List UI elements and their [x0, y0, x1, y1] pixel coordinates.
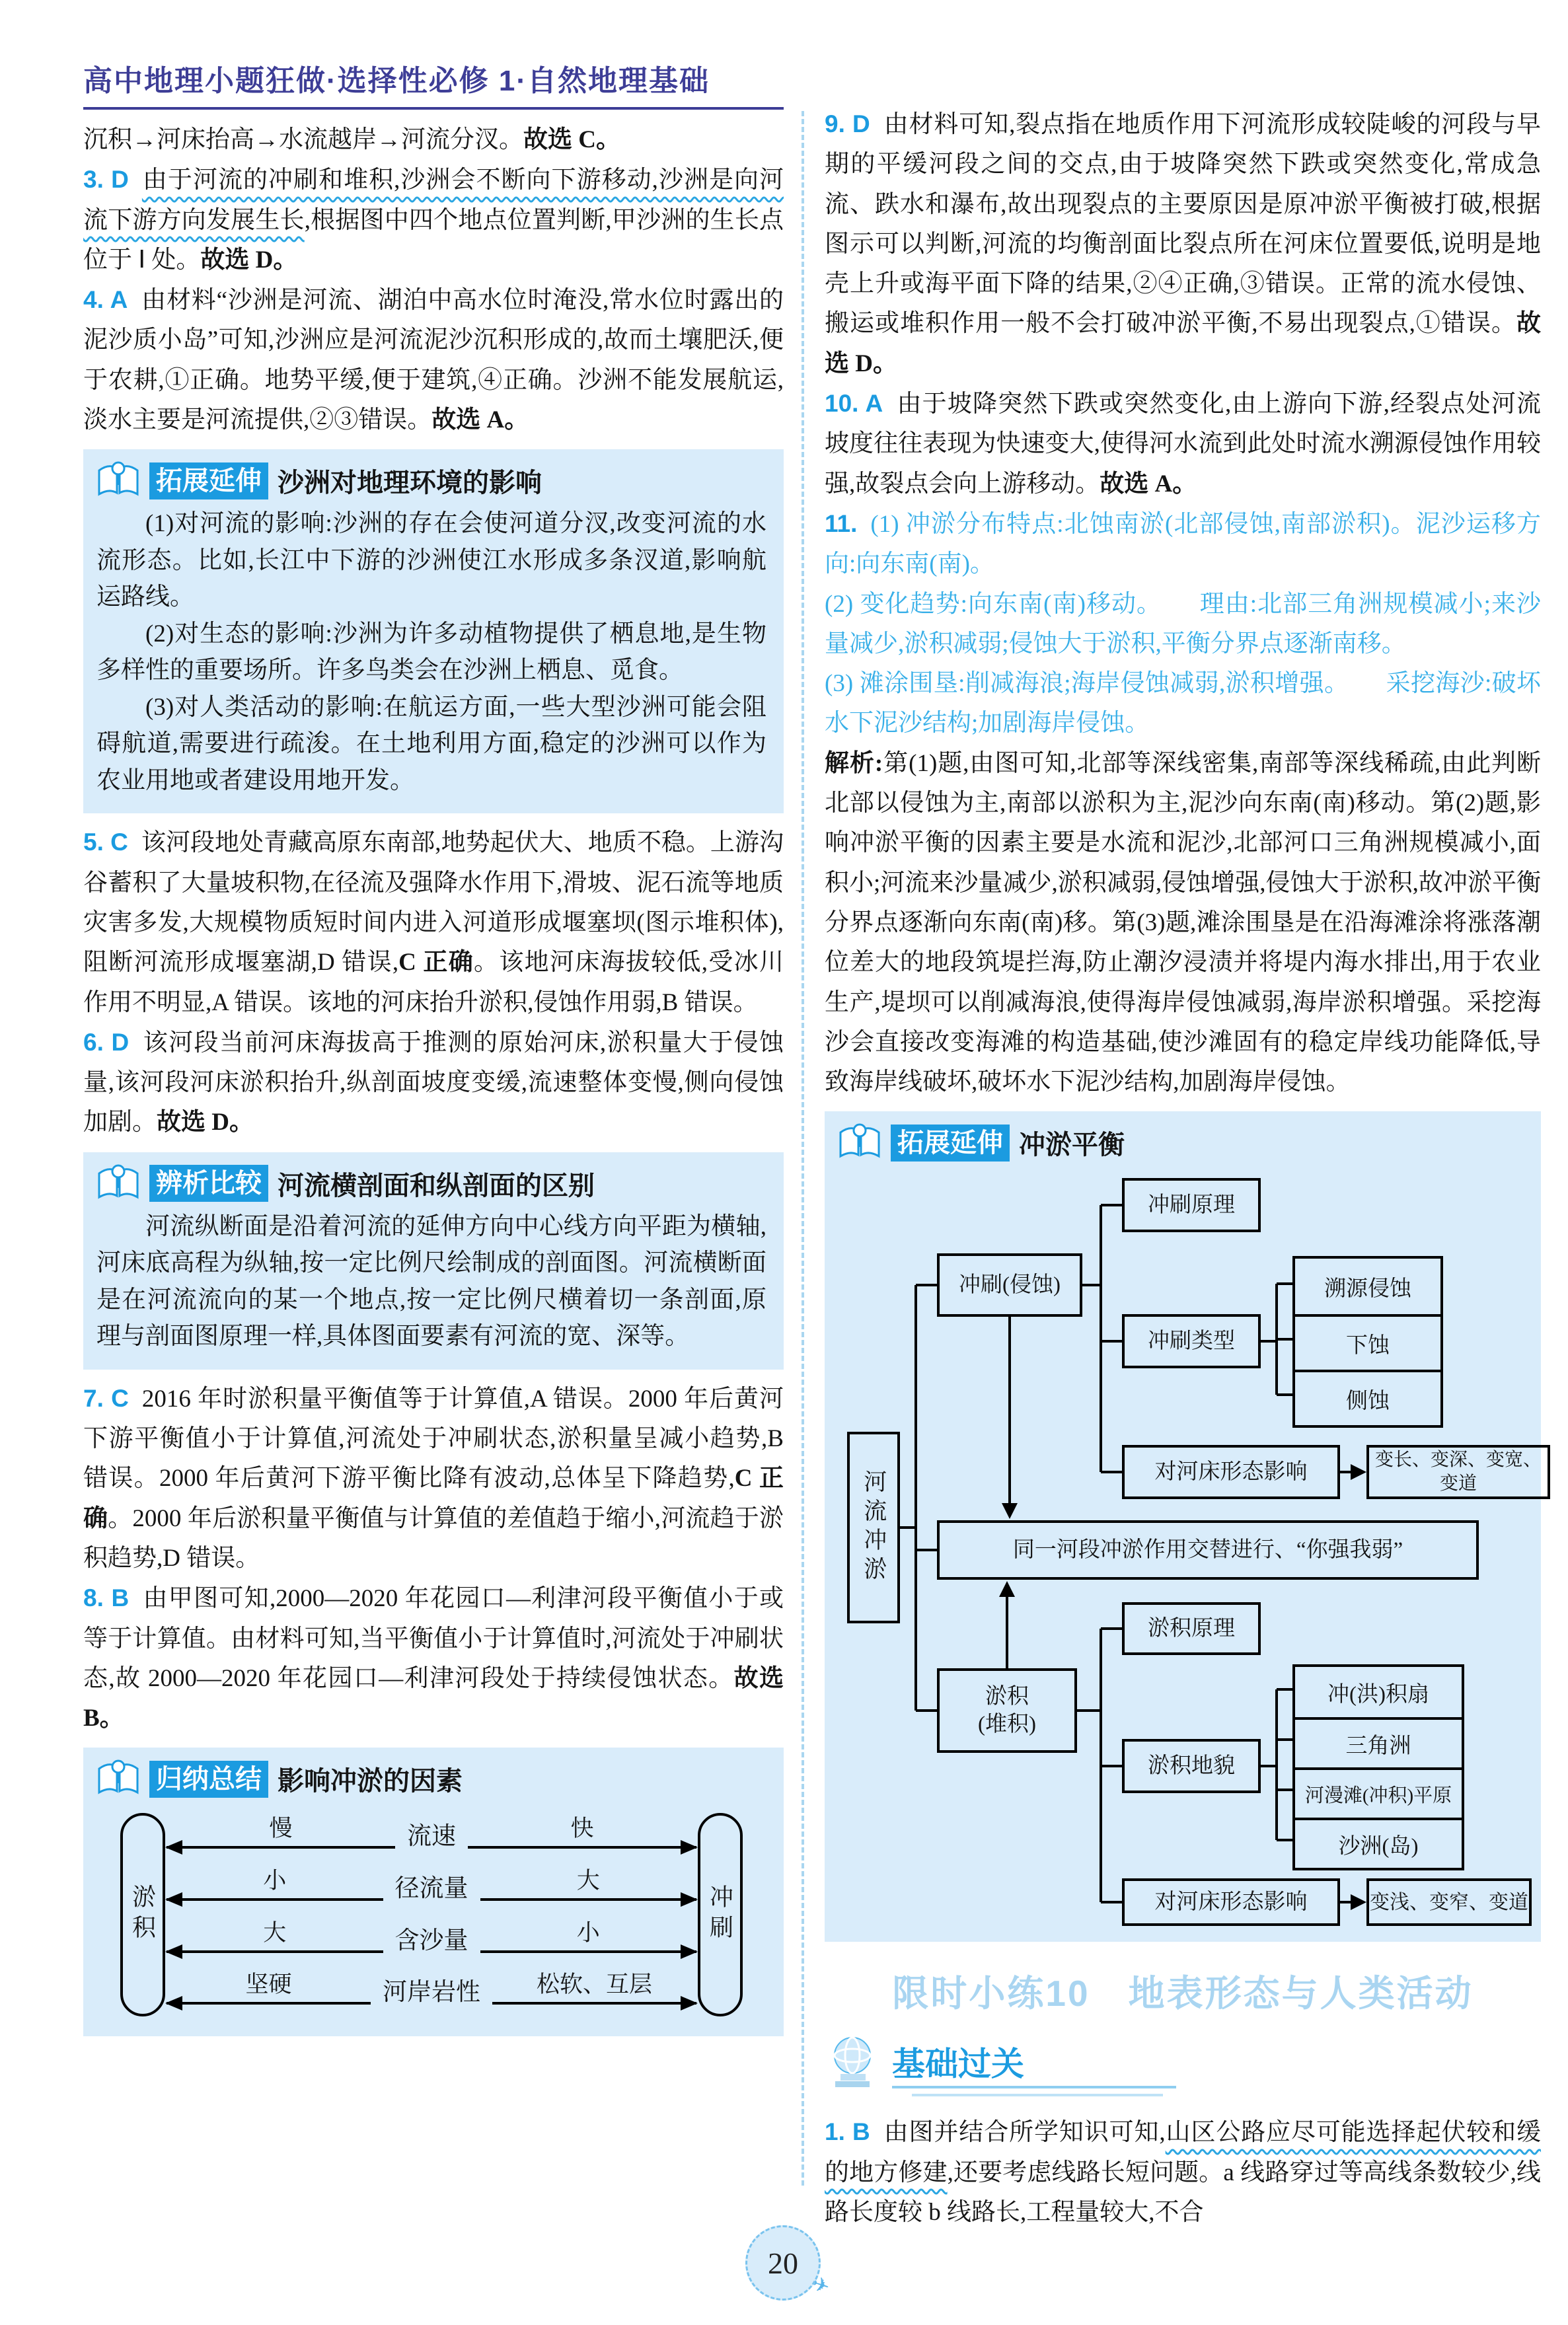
expand-badge: 拓展延伸	[149, 462, 268, 499]
compare-box-profiles	[83, 1152, 784, 1370]
answer-4-text: 由材料“沙洲是河流、湖泊中高水位时淹没,常水位时露出的泥沙质小岛”可知,沙洲应是河流泥沙沉积形成的,故而土壤肥沃,便于农耕,①正确。地势平缓,便于建筑,④正确。沙洲不能发展航运,淡水主要是河流提供,②③错误。	[83, 287, 784, 434]
arrow-left-icon	[165, 1868, 385, 1906]
answer-11-part3	[825, 664, 1541, 744]
answer-7-number: 7. C	[83, 1384, 129, 1412]
factor-rock: 河岸岩性	[383, 1979, 480, 2007]
flow-landforms-stack	[1292, 1664, 1464, 1870]
arrow-right-icon	[491, 1972, 698, 2010]
deposition-node-label: 淤积	[129, 1884, 156, 1946]
flow-erosion-principle: 冲刷原理	[1122, 1178, 1261, 1232]
right-column	[825, 104, 1541, 2233]
factor-row-speed	[165, 1816, 698, 1854]
summary-box-factors	[83, 1748, 784, 2036]
small-label: 小	[576, 1919, 600, 1946]
fast-label: 快	[570, 1816, 594, 1842]
arrow-right-icon	[479, 1919, 698, 1958]
answer-1b-key-sentence: 山区公路应尽可能选择起伏较和缓的地方修建	[825, 2119, 1542, 2186]
answer-8-choice: 故选 B。	[83, 1664, 784, 1732]
analysis-paragraph	[825, 744, 1541, 1103]
river-scour-flow-diagram	[838, 1174, 1542, 1927]
factor-row-sediment	[165, 1920, 698, 1958]
expand-box-p3: (3)对人类活动的影响:在航运方面,一些大型沙洲可能会阻碍航道,需要进行疏浚。在土地利用方面,稳定的沙洲可以作为农业用地或者建设用地开发。	[96, 693, 766, 794]
column-divider	[802, 111, 804, 2186]
arrow-left-icon	[165, 1919, 385, 1958]
expand-box-head	[96, 460, 766, 501]
flow-deposit-principle: 淤积原理	[1122, 1602, 1261, 1655]
plane-icon: ✈	[809, 2272, 833, 2299]
expand-badge-2: 拓展延伸	[891, 1125, 1010, 1162]
answer-7-correct: C 正确	[83, 1465, 784, 1532]
flow-deposit-line2: (堆积)	[978, 1713, 1036, 1737]
answer-5-text-1: 该河段地处青藏高原东南部,地势起伏大、地质不稳。上游沟谷蓄积了大量坡积物,在径流及强降水作用下,滑坡、泥石流等地质灾害多发,大规模物质短时间内进入河道形成堰塞坝(图示堆积体),阻断河流形成堰塞湖,D 错误,	[83, 829, 784, 977]
analysis-label: 解析:	[825, 749, 883, 777]
slow-label: 慢	[269, 1816, 293, 1842]
analysis-text: 第(1)题,由图可知,北部等深线密集,南部等深线稀疏,由此判断北部以侵蚀为主,南部以淤积为主,泥沙向东南(南)移动。第(2)题,影响冲淤平衡的因素主要是水流和泥沙,北部河口三角洲规模减小,面积小;河流来沙量减少,淤积减弱,侵蚀增强,侵蚀大于淤积,故冲淤平衡分界点逐渐向东南(南)移。第(3)题,滩涂围垦是在沿海滩涂将涨落潮位差大的地段筑堤拦海,防止潮汐浸渍并将堤内海水排出,用于农业生产,堤坝可以削减海浪,使得海岸侵蚀减弱,海岸淤积增强。采挖海沙会直接改变海滩的构造基础,使沙滩固有的稳定岸线功能降低,导致海岸线破坏,破坏水下泥沙结构,加剧海岸侵蚀。	[825, 749, 1541, 1096]
flow-deposit-effect: 变浅、变窄、变道	[1366, 1878, 1532, 1926]
compare-badge: 辨析比较	[149, 1165, 268, 1202]
factor-rows	[165, 1813, 698, 2016]
book-pin-icon	[96, 1163, 140, 1204]
flow-erosion-impact: 对河床形态影响	[1122, 1445, 1340, 1499]
factor-speed: 流速	[407, 1823, 456, 1851]
book-header: 高中地理小题狂做·选择性必修 1·自然地理基础	[83, 57, 784, 110]
basics-title: 基础过关	[892, 2046, 1024, 2083]
answer-9-text: 由材料可知,裂点指在地质作用下河流形成较陡峻的河段与早期的平缓河段之间的交点,由于坡降突然下跌或突然变化,常成急流、跌水和瀑布,故出现裂点的主要原因是原冲淤平衡被打破,根据图示可以判断,河流的均衡剖面比裂点所在河床位置要低,说明是地壳上升或海平面下降的结果,②④正确,③错误。正常的流水侵蚀、搬运或堆积作用一般不会打破冲淤平衡,不易出现裂点,①错误。	[825, 111, 1542, 338]
flow-type-downcut: 下蚀	[1295, 1314, 1440, 1370]
flow-type-headward: 溯源侵蚀	[1324, 1276, 1411, 1301]
answer-1b-text-2: ,还要考虑线路长短问题。a 线路穿过等高线条数较少,线路长度较 b 线路长,工程量较大,不合	[825, 2159, 1542, 2227]
basics-section-header	[825, 2034, 1541, 2096]
arrow-left-icon	[165, 1972, 372, 2010]
book-pin-icon	[96, 1758, 140, 1800]
book-pin-icon	[838, 1122, 881, 1163]
compare-box-p1: 河流纵断面是沿着河流的延伸方向中心线方向平距为横轴,河床底高程为纵轴,按一定比例尺绘制成的剖面图。河流横断面是在河流流向的某一个地点,按一定比例尺横着切一条剖面,原理与剖面图原理一样,具体图面要素有河流的宽、深等。	[96, 1212, 766, 1350]
soft-label: 松软、互层	[536, 1972, 653, 1998]
answer-10-text: 由于坡降突然下跌或突然变化,由上游向下游,经裂点处河流坡度往往表现为快速变大,使得河水流到此处时流水溯源侵蚀作用较强,故裂点会向上游移动。	[825, 390, 1542, 498]
answer-5	[83, 823, 784, 1022]
answer-8	[83, 1578, 784, 1738]
answer-3-choice: 故选 D。	[200, 246, 298, 274]
expand-box2-head	[838, 1122, 1524, 1163]
erosion-node	[698, 1813, 743, 2016]
large-label: 大	[263, 1919, 287, 1946]
answer-11-part1	[825, 504, 1541, 585]
answer-11-number: 11.	[825, 509, 858, 537]
answer-5-text-2: 。该地河床海拔较低,受冰川作用不明显,A 错误。该地的河床抬升淤积,侵蚀作用弱,B 错误。	[83, 949, 784, 1016]
book-pin-icon	[96, 460, 140, 501]
deposition-node	[120, 1813, 165, 2016]
expand-box-p2: (2)对生态的影响:沙洲为许多动植物提供了栖息地,是生物多样性的重要场所。许多鸟类会在沙洲上栖息、觅食。	[96, 620, 766, 684]
flow-erosion-node: 冲刷(侵蚀)	[937, 1253, 1082, 1317]
expand-box-chongyu	[825, 1111, 1541, 1942]
arrow-right-icon	[479, 1868, 698, 1906]
answer-3-number: 3. D	[83, 166, 129, 194]
basics-title-block	[892, 2048, 1176, 2096]
hard-label: 坚硬	[245, 1972, 292, 1998]
answer-6-choice: 故选 D。	[157, 1109, 254, 1136]
answer-8-number: 8. B	[83, 1584, 130, 1612]
answer-11-a2: (2) 变化趋势:向东南(南)移动。 理由:北部三角洲规模减小;来沙量减少,淤积减弱;侵蚀大于淤积,平衡分界点逐渐南移。	[825, 590, 1541, 657]
flow-erosion-type: 冲刷类型	[1122, 1314, 1261, 1368]
flow-erosion-types-stack	[1292, 1256, 1443, 1428]
flow-landform-bar: 沙洲(岛)	[1295, 1818, 1462, 1868]
answer-4-choice: 故选 A。	[431, 406, 529, 434]
page-number-badge	[745, 2225, 833, 2301]
compare-box-title: 河流横剖面和纵剖面的区别	[278, 1171, 595, 1200]
answer-11-part2	[825, 585, 1541, 665]
summary-badge: 归纳总结	[149, 1761, 268, 1798]
answer-3-key-sentence: 由于河流的冲刷和堆积,沙洲会不断向下游移动,沙洲是向河流下游方向发展生长	[83, 166, 784, 234]
left-column	[83, 57, 784, 2046]
answer-4	[83, 280, 784, 440]
answer-11-a3: (3) 滩涂围垦:削减海浪;海岸侵蚀减弱,淤积增强。 采挖海沙:破坏水下泥沙结构;加剧海岸侵蚀。	[825, 670, 1541, 737]
flow-middle-node: 同一河段冲淤作用交替进行、“你强我弱”	[937, 1520, 1479, 1580]
answer-5-correct: C 正确	[398, 949, 474, 977]
expand-box2-title: 冲淤平衡	[1019, 1130, 1125, 1160]
summary-box-head	[96, 1758, 766, 1800]
answer-9-choice: 故选 D。	[825, 310, 1541, 377]
answer-1b	[825, 2112, 1541, 2233]
answer-7-text-2: 。2000 年后淤积量平衡值与计算值的差值趋于缩小,河流趋于淤积趋势,D 错误。	[83, 1504, 784, 1572]
answer-2-choice: 故选 C。	[523, 126, 620, 153]
arrow-left-icon	[165, 1816, 396, 1854]
factor-row-rock	[165, 1972, 698, 2010]
decorative-line	[912, 2094, 1163, 2096]
answer-11-a1: (1) 冲淤分布特点:北蚀南淤(北部侵蚀,南部淤积)。泥沙运移方向:向东南(南)。	[825, 510, 1541, 578]
answer-9	[825, 104, 1541, 384]
deposition-erosion-diagram	[96, 1804, 766, 2022]
page-number: 20	[768, 2246, 798, 2280]
large-label: 大	[576, 1868, 600, 1894]
answer-10-choice: 故选 A。	[1100, 470, 1197, 498]
compare-box-head	[96, 1163, 766, 1204]
arrow-right-icon	[467, 1816, 698, 1854]
erosion-node-label: 冲刷	[706, 1884, 733, 1946]
answer-3-text: ,根据图中四个地点位置判断,甲沙洲的生长点位于 Ⅰ 处。	[83, 206, 784, 274]
answer-6-number: 6. D	[83, 1028, 130, 1056]
answer-2-text: 沉积→河床抬高→水流越岸→河流分汊。	[83, 126, 523, 153]
answer-5-number: 5. C	[83, 829, 128, 856]
factor-row-runoff	[165, 1868, 698, 1906]
factor-runoff: 径流量	[394, 1875, 468, 1903]
small-label: 小	[263, 1868, 287, 1894]
answer-6-text: 该河段当前河床海拔高于推测的原始河床,淤积量大于侵蚀量,该河段河床淤积抬升,纵剖面坡度变缓,流速整体变慢,侧向侵蚀加剧。	[83, 1029, 784, 1136]
answer-1b-number: 1. B	[825, 2118, 870, 2146]
flow-deposit-landform: 淤积地貌	[1122, 1739, 1261, 1793]
answer-1b-text-1: 由图并结合所学知识可知,	[883, 2119, 1166, 2147]
answer-4-number: 4. A	[83, 286, 128, 314]
answer-7-text-1: 2016 年时淤积量平衡值等于计算值,A 错误。2000 年后黄河下游平衡值小于计算值,河流处于冲刷状态,淤积量呈减小趋势,B 错误。2000 年后黄河下游平衡比降有波动,总体呈下降趋势,	[83, 1385, 784, 1493]
answer-6	[83, 1023, 784, 1143]
answer-10-number: 10. A	[825, 390, 883, 418]
flow-root-label: 河流冲淤	[860, 1469, 887, 1586]
flow-deposit-line1: 淤积	[985, 1684, 1029, 1709]
flow-landform-fan: 冲(洪)积扇	[1327, 1682, 1429, 1707]
answer-8-text: 由甲图可知,2000—2020 年花园口—利津河段平衡值小于或等于计算值。由材料可知,当平衡值小于计算值时,河流处于冲刷状态,故 2000—2020 年花园口—利津河段处于持续侵蚀状态。	[83, 1585, 784, 1692]
flow-deposit-node	[937, 1668, 1077, 1753]
flow-root-node	[847, 1432, 900, 1623]
factor-sediment: 含沙量	[394, 1927, 468, 1954]
flow-erosion-effect: 变长、变深、变宽、变道	[1366, 1445, 1550, 1499]
flow-landform-floodplain: 河漫滩(冲积)平原	[1295, 1767, 1462, 1818]
expand-box-p1: (1)对河流的影响:沙洲的存在会使河道分汊,改变河流的水流形态。比如,长江中下游的沙洲使江水形成多条汊道,影响航运路线。	[96, 510, 766, 611]
answer-7	[83, 1379, 784, 1578]
expand-box-shazhou	[83, 449, 784, 813]
flow-deposit-impact: 对河床形态影响	[1122, 1878, 1340, 1926]
globe-icon	[825, 2034, 885, 2096]
answer-3	[83, 160, 784, 280]
flow-type-lateral: 侧蚀	[1295, 1370, 1440, 1425]
answer-2-continuation	[83, 120, 784, 160]
practice-section-banner: 限时小练10 地表形态与人类活动	[892, 1973, 1474, 2014]
answer-10	[825, 384, 1541, 504]
answer-9-number: 9. D	[825, 110, 870, 137]
decorative-line	[892, 2086, 1176, 2088]
summary-box-title: 影响冲淤的因素	[278, 1767, 463, 1796]
expand-box-title: 沙洲对地理环境的影响	[278, 468, 542, 498]
flow-landform-delta: 三角洲	[1295, 1717, 1462, 1767]
